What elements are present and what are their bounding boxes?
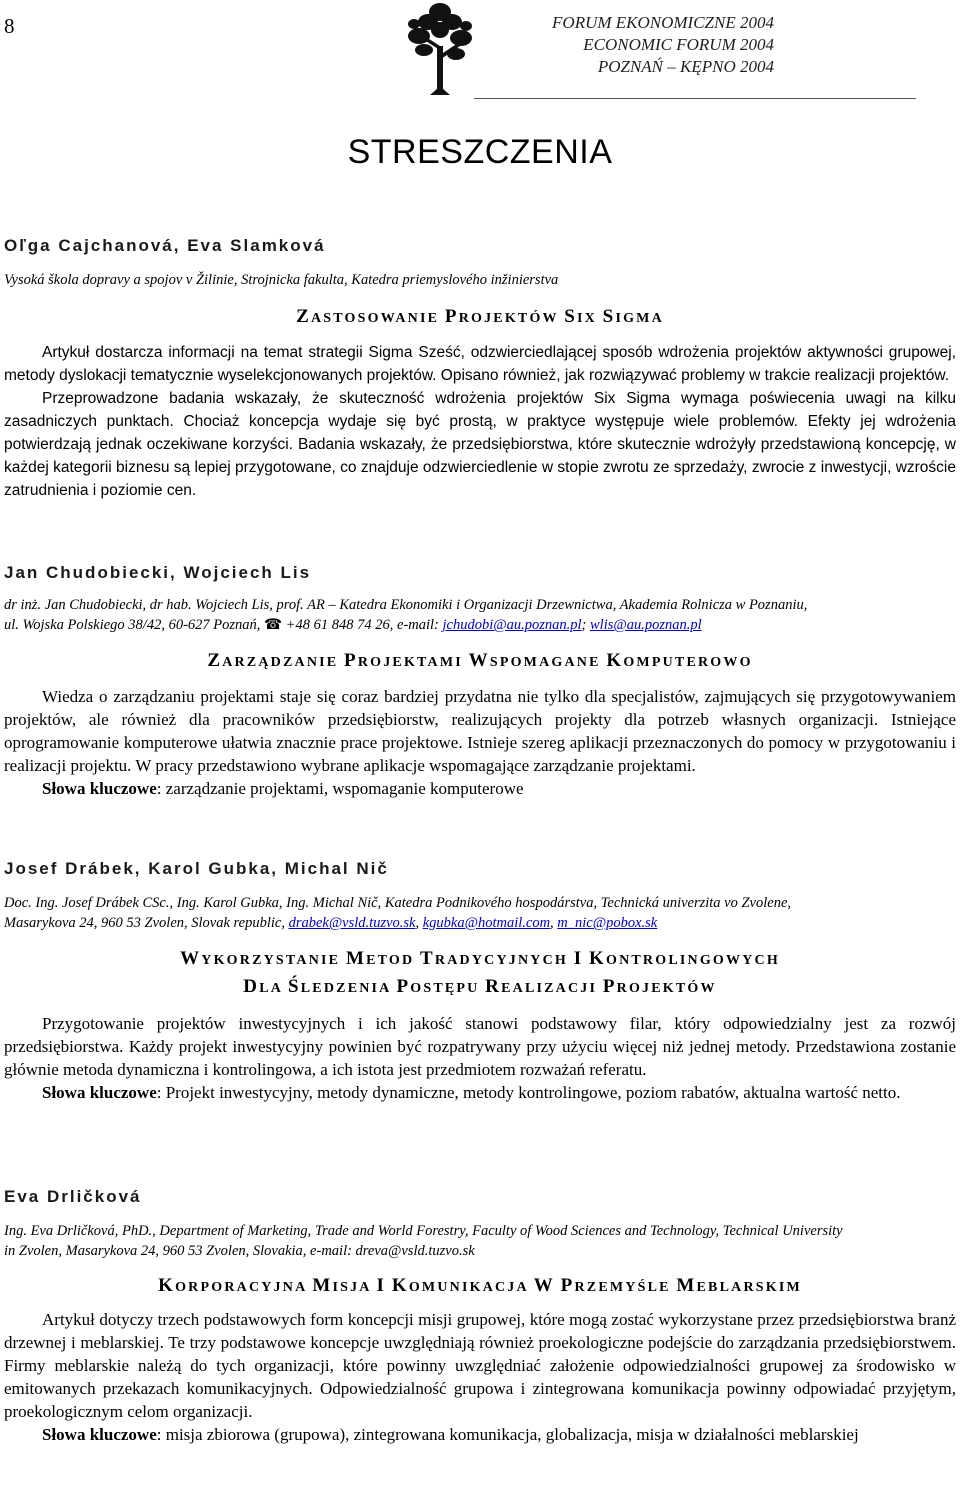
article-affiliation: Vysoká škola dopravy a spojov v Žilinie, Strojnicka fakulta, Katedra priemyslového inžinierstva [4, 272, 559, 288]
conference-line: FORUM EKONOMICZNE 2004 [552, 13, 774, 32]
keywords [4, 1423, 956, 1446]
page-title: STRESZCZENIA [347, 133, 613, 171]
email-separator: , [550, 915, 554, 931]
abstract-paragraph: Artykuł dotyczy trzech podstawowych form koncepcji misji grupowej, które mogą zostać wykorzystane przez przedsiębiorstwa branż drzewnej i meblarskiej. Te trzy podstawowe koncepcje uwzględniają również proekologiczne podejście do zarządzania przedsiębiorstwem. Firmy meblarskie należą do tych organizacji, które powinny uwzględniać założenie odpowiedzialności grupowej za środowisko w emitowanych przekazach komunikacyjnych. Odpowiedzialność grupowa i zintegrowana komunikacja powinny odpowiadać przyjętym, proekologicznym celom organizacji. [4, 1310, 956, 1421]
article-abstract [4, 685, 956, 800]
affiliation-line: in Zvolen, Masarykova 24, 960 53 Zvolen, Slovakia, e-mail: dreva@vsld.tuzvo.sk [4, 1243, 475, 1259]
keywords-text: : misja zbiorowa (grupowa), zintegrowana komunikacja, globalizacja, misja w działalności meblarskiej [156, 1425, 859, 1444]
article-affiliation [4, 893, 956, 933]
header-divider [474, 98, 916, 99]
article-title: ZARZĄDZANIE PROJEKTAMI WSPOMAGANE KOMPUTEROWO [207, 650, 753, 671]
phone-text: +48 61 848 74 26, e-mail: [285, 617, 439, 633]
keywords-label: Słowa kluczowe [42, 779, 157, 798]
affiliation-line: Ing. Eva Drličková, PhD., Department of Marketing, Trade and World Forestry, Faculty of Wood Sciences and Technology, Technical University [4, 1223, 843, 1239]
abstract-paragraph: Przygotowanie projektów inwestycyjnych i ich jakość stanowi podstawowy filar, który odpowiedzialny jest za rozwój przedsiębiorstwa. Każdy projekt inwestycyjny powinien być rozpatrywany przy użyciu więcej niż jednej metody. Przedstawiona zostanie głównie metoda dynamiczna i kontrolingowa, a ich istota jest przedmiotem rozważań referatu. [4, 1014, 956, 1079]
article-title: DLA ŚLEDZENIA POSTĘPU REALIZACJI PROJEKTÓW [243, 976, 717, 997]
affiliation-line [4, 913, 956, 933]
tree-logo-icon [404, 0, 476, 96]
article-affiliation [4, 595, 956, 635]
article-abstract [4, 1308, 956, 1446]
article-authors: Eva Drličková [4, 1187, 142, 1206]
email-link[interactable]: drabek@vsld.tuzvo.sk [288, 915, 416, 931]
conference-line: ECONOMIC FORUM 2004 [583, 35, 774, 54]
affiliation-line: Doc. Ing. Josef Drábek CSc., Ing. Karol Gubka, Ing. Michal Nič, Katedra Podnikového hospodárstva, Technická univerzita vo Zvolene, [4, 895, 792, 911]
page-number: 8 [4, 14, 15, 38]
affiliation-line [4, 615, 956, 635]
article-authors: Josef Drábek, Karol Gubka, Michal Nič [4, 859, 389, 878]
keywords-label: Słowa kluczowe [42, 1083, 157, 1102]
article-title: ZASTOSOWANIE PROJEKTÓW SIX SIGMA [296, 306, 664, 327]
keywords-text: : zarządzanie projektami, wspomaganie komputerowe [156, 779, 524, 798]
article-affiliation [4, 1221, 956, 1261]
email-separator: ; [581, 617, 587, 633]
article-title: WYKORZYSTANIE METOD TRADYCYJNYCH I KONTROLINGOWYCH [180, 948, 780, 969]
abstract-paragraph: Wiedza o zarządzaniu projektami staje się coraz bardziej przydatna nie tylko dla specjalistów, zajmujących się przygotowywaniem projektów, ale również dla pracowników przedsiębiorstw, realizujących projekty dla potrzeb własnych organizacji. Istniejące oprogramowanie komputerowe ułatwia znacznie prace projektowe. Istnieje szereg aplikacji przeznaczonych do pomocy w przygotowaniu i realizacji projektu. W pracy przedstawiono wybrane aplikacje wspomagające zarządzanie projektami. [4, 687, 956, 775]
telephone-icon: ☎ [264, 617, 283, 633]
email-link[interactable]: wlis@au.poznan.pl [590, 617, 702, 633]
email-separator: , [415, 915, 420, 931]
keywords-label: Słowa kluczowe [42, 1425, 157, 1444]
abstract-paragraph: Przeprowadzone badania wskazały, że skuteczność wdrożenia projektów Six Sigma wymaga poświecenia uwagi na kilku zasadniczych punktach. Chociaż koncepcja wydaje się być prostą, w praktyce występuje wiele problemów. Efekty jej wdrożenia potwierdzają jednak oczekiwane korzyści. Badania wskazały, że przedsiębiorstwa, które skutecznie wdrożyły przedstawioną koncepcję, w każdej kategorii biznesu są lepiej przygotowane, co znajduje odzwierciedlenie w stopie zwrotu ze sprzedaży, zwrocie z inwestycji, wzroście zatrudnienia i poziomie cen. [4, 390, 956, 499]
keywords [4, 1081, 956, 1104]
conference-header [494, 12, 774, 78]
article-abstract [4, 341, 956, 502]
conference-line: POZNAŃ – KĘPNO 2004 [597, 57, 774, 76]
article-authors: Oľga Cajchanová, Eva Slamková [4, 236, 326, 255]
address-text: ul. Wojska Polskiego 38/42, 60-627 Poznań, [4, 617, 261, 633]
abstract-paragraph: Artykuł dostarcza informacji na temat strategii Sigma Sześć, odzwierciedlającej sposób wdrożenia projektów aktywności grupowej, metody dyslokacji tematycznie wyselekcjonowanych projektów. Opisano również, jak rozwiązywać problemy w trakcie realizacji projektów. [4, 344, 956, 384]
affiliation-line: dr inż. Jan Chudobiecki, dr hab. Wojciech Lis, prof. AR – Katedra Ekonomiki i Organizacji Drzewnictwa, Akademia Rolnicza w Poznaniu, [4, 597, 808, 613]
article-authors: Jan Chudobiecki, Wojciech Lis [4, 563, 312, 582]
address-text: Masarykova 24, 960 53 Zvolen, Slovak republic, [4, 915, 285, 931]
article-abstract [4, 1012, 956, 1104]
keywords-text: : Projekt inwestycyjny, metody dynamiczne, metody kontrolingowe, poziom rabatów, aktualna wartość netto. [156, 1083, 901, 1102]
keywords [4, 777, 956, 800]
email-link[interactable]: jchudobi@au.poznan.pl [442, 617, 582, 633]
email-link[interactable]: kgubka@hotmail.com [422, 915, 551, 931]
email-link[interactable]: m_nic@pobox.sk [557, 915, 658, 931]
article-title: KORPORACYJNA MISJA I KOMUNIKACJA W PRZEMYŚLE MEBLARSKIM [158, 1275, 802, 1296]
